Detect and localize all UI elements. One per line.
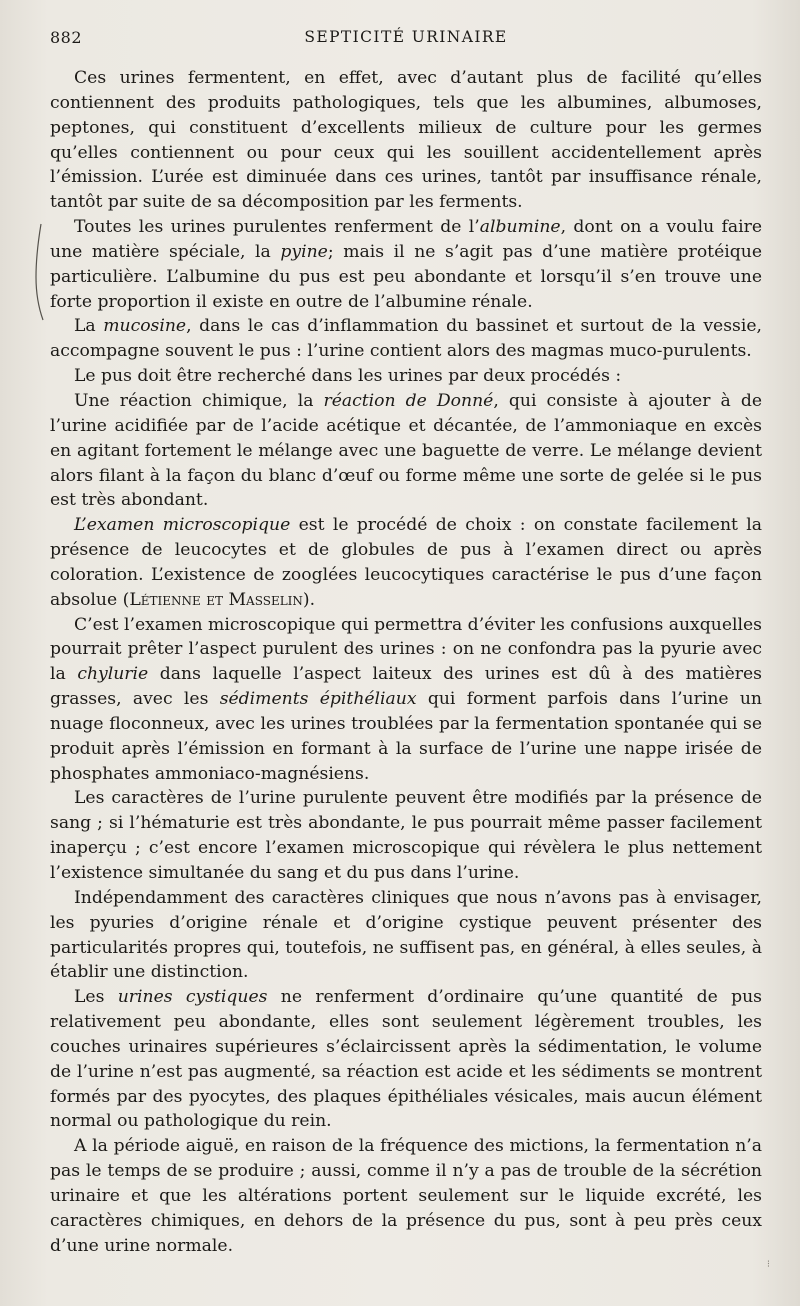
page-number: 882 — [50, 28, 83, 47]
text-run: ne renferment d’ordinaire qu’une quantité de pus relativement peu abondante, elles sont seulement légèrement troubles, les couches urinaires supérieures s’éclaircissent après la sédimentation, le volume de l’urine n’est pas augmenté, sa réaction est acide et les sédiments se montrent formés par des pyocytes, des plaques épithéliales vésicales, mais aucun élément normal ou pathologique du rein. — [50, 987, 763, 1132]
paragraph — [50, 389, 762, 513]
paragraph — [50, 886, 762, 985]
paragraph — [50, 314, 762, 364]
paragraph — [50, 364, 762, 389]
text-run: ). — [302, 589, 316, 610]
text-run: , qui consiste à ajouter à de l’urine acidifiée par de l’acide acétique et décantée, de l’ammoniaque en excès en agitant fortement le mélange avec une baguette de verre. Le mélange devient alors filant à la façon du blanc d’œuf ou forme même une sorte de gelée si le pus est très abondant. — [50, 390, 762, 511]
text-run: Toutes les urines purulentes renferment de l’ — [74, 217, 480, 238]
paragraph — [50, 215, 762, 314]
author-citation: Létienne et Masselin — [129, 589, 303, 610]
text-run: , dans le cas d’inflammation du bassinet et surtout de la vessie, accompagne souvent le pus : l’urine contient alors des magmas muco-purulents. — [50, 316, 762, 362]
faint-marginal-note: ⁝ — [766, 1259, 770, 1270]
text-run: C’est l’examen microscopique qui permettra d’éviter les confusions auxquelles pourrait prêter l’aspect purulent des urines : on ne confondra pas la pyurie avec la — [50, 614, 762, 685]
text-run: A la période aiguë, en raison de la fréquence des mictions, la fermentation n’a pas le temps de se produire ; aussi, comme il n’y a pas de trouble de la sécrétion urinaire et que les altérations portent seulement sur le liquide excrété, les caractères chimiques, en dehors de la présence du pus, sont à peu près ceux d’une urine normale. — [50, 1136, 762, 1256]
text-run: Indépendamment des caractères cliniques que nous n’avons pas à envisager, les pyuries d’origine rénale et d’origine cystique peuvent présenter des particularités propres qui, toutefois, ne suffisent pas, en général, à elles seules, à établir une distinction. — [50, 887, 762, 983]
paragraph — [50, 985, 762, 1134]
italic-term: chylurie — [77, 664, 149, 685]
italic-term: pyine — [280, 241, 328, 262]
text-run: qui forment parfois dans l’urine un nuage floconneux, avec les urines troublées par la fermentation spontanée qui se produit après l’émission en formant à la surface de l’urine une nappe irisée de phosphates ammoniaco-magnésiens. — [50, 689, 762, 784]
text-run: ; mais il ne s’agit pas d’une matière protéique particulière. L’albumine du pus est peu abondante et lorsqu’il s’en trouve une forte proportion il existe en outre de l’albumine rénale. — [50, 241, 762, 312]
paragraph — [50, 1134, 762, 1258]
text-run: La — [74, 316, 104, 337]
italic-term: albumine — [479, 217, 561, 238]
text-run: Une réaction chimique, la — [74, 390, 324, 411]
italic-term: sédiments épithéliaux — [219, 689, 417, 710]
text-run: , dont on a voulu faire une matière spéciale, la — [50, 217, 762, 262]
body-text — [50, 66, 762, 1259]
italic-term: L’examen microscopique — [74, 515, 291, 536]
paragraph — [50, 66, 762, 215]
italic-term: mucosine — [103, 316, 187, 337]
text-run: dans laquelle l’aspect laiteux des urines est dû à des matières grasses, avec les — [50, 664, 762, 710]
paragraph — [50, 786, 762, 885]
text-run: est le procédé de choix : on constate facilement la présence de leucocytes et de globules de pus à l’examen direct ou après coloration. L’existence de zooglées leucocytiques caractérise le pus d’une façon absolue ( — [50, 515, 762, 610]
italic-term: urines cystiques — [117, 987, 268, 1008]
italic-term: réaction de Donné — [323, 390, 494, 411]
text-run: Les — [74, 987, 118, 1008]
text-run: Ces urines fermentent, en effet, avec d’autant plus de facilité qu’elles contiennent des produits pathologiques, tels que les albumines, albumoses, peptones, qui constituent d’excellents milieux de culture pour les germes qu’elles contiennent ou pour ceux qui les souillent accidentellement après l’émission. L’urée est diminuée dans ces urines, tantôt par insuffisance rénale, tantôt par suite de sa décomposition par les ferments. — [50, 68, 762, 213]
paragraph — [50, 513, 762, 612]
paragraph — [50, 613, 762, 787]
page-header — [50, 28, 762, 54]
pencil-margin-mark — [32, 222, 46, 322]
text-run: Les caractères de l’urine purulente peuvent être modifiés par la présence de sang ; si l’hématurie est très abondante, le pus pourrait même passer facilement inaperçu ; c’est encore l’examen microscopique qui révèlera le plus nettement l’existence simultanée du sang et du pus dans l’urine. — [50, 788, 762, 883]
running-title: SEPTICITÉ URINAIRE — [304, 28, 508, 46]
text-run: Le pus doit être recherché dans les urines par deux procédés : — [74, 366, 622, 387]
